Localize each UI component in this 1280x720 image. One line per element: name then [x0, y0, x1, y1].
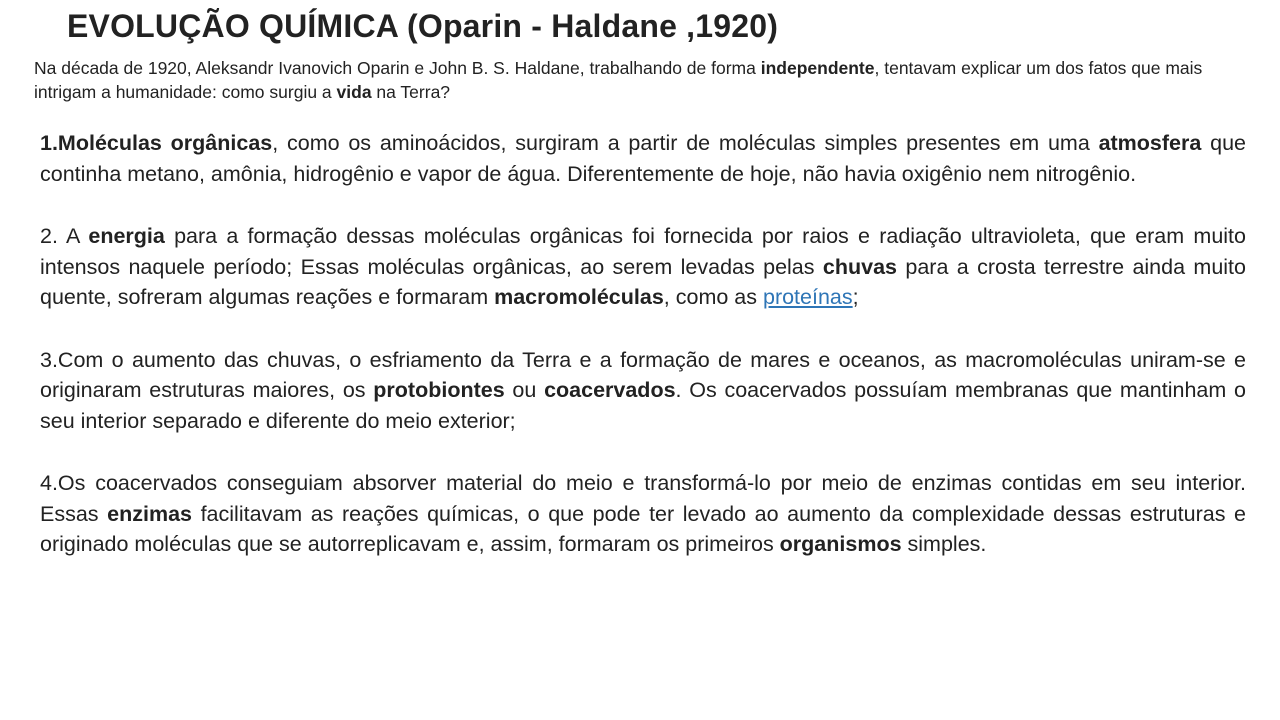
p2-text-3: para a crosta terrestre ainda muito quente, sofreram algumas reações e formaram — [40, 254, 1246, 309]
p2-bold-macromoleculas: macromoléculas — [494, 285, 664, 309]
p2-bold-chuvas: chuvas — [822, 254, 897, 279]
paragraph-1 — [40, 128, 1246, 189]
intro-bold-vida: vida — [336, 82, 372, 102]
p2-text-2: para a formação dessas moléculas orgânicas foi fornecida por raios e radiação ultravioleta, que eram muito intensos naquele período; Essas moléculas orgânicas, ao serem levadas pelas — [40, 224, 1246, 279]
slide-title: EVOLUÇÃO QUÍMICA (Oparin - Haldane ,1920) — [67, 8, 779, 44]
p3-text-2: ou — [504, 378, 545, 402]
p2-bold-energia: energia — [88, 224, 165, 248]
intro-text — [34, 56, 1234, 104]
p3-bold-protobiontes: protobiontes — [373, 378, 505, 402]
proteinas-link[interactable]: proteínas — [762, 285, 853, 309]
p4-bold-organismos: organismos — [779, 532, 902, 556]
p1-text-1: , como os aminoácidos, surgiram a partir de moléculas simples presentes em uma — [272, 131, 1099, 155]
p3-text-1: 3.Com o aumento das chuvas, o esfriamento da Terra e a formação de mares e oceanos, as macromoléculas uniram-se e originaram estruturas maiores, os — [40, 347, 1246, 402]
p4-text-2: facilitavam as reações químicas, o que pode ter levado ao aumento da complexidade dessas estruturas e originado moléculas que se autorreplicavam e, assim, formaram os primeiros — [40, 501, 1246, 556]
p2-text-4: , como as — [663, 285, 763, 309]
content-body — [40, 128, 1246, 592]
p1-bold-atmosfera: atmosfera — [1098, 131, 1202, 155]
p4-text-1: 4.Os coacervados conseguiam absorver material do meio e transformá-lo por meio de enzimas contidas em seu interior. Essas — [40, 471, 1246, 526]
p2-text-5: ; — [852, 285, 859, 309]
intro-text-1: Na década de 1920, Aleksandr Ivanovich Oparin e John B. S. Haldane, trabalhando de forma — [34, 58, 761, 78]
p4-text-3: simples. — [901, 532, 987, 556]
paragraph-2 — [40, 221, 1246, 313]
paragraph-4 — [40, 468, 1246, 560]
paragraph-3 — [40, 345, 1246, 437]
p1-bold-moleculas: 1.Moléculas orgânicas — [40, 131, 273, 155]
intro-text-3: na Terra? — [371, 82, 451, 102]
intro-text-2: , tentavam explicar um dos fatos que mais intrigam a humanidade: como surgiu a — [34, 58, 1203, 102]
p3-text-3: . Os coacervados possuíam membranas que mantinham o seu interior separado e diferente do meio exterior; — [40, 378, 1246, 433]
p2-text-1: 2. A — [40, 224, 89, 248]
p1-text-2: que continha metano, amônia, hidrogênio e vapor de água. Diferentemente de hoje, não havia oxigênio nem nitrogênio. — [40, 131, 1246, 186]
p4-bold-enzimas: enzimas — [107, 501, 192, 526]
p3-bold-coacervados: coacervados — [544, 378, 676, 402]
intro-bold-independente: independente — [760, 58, 875, 78]
